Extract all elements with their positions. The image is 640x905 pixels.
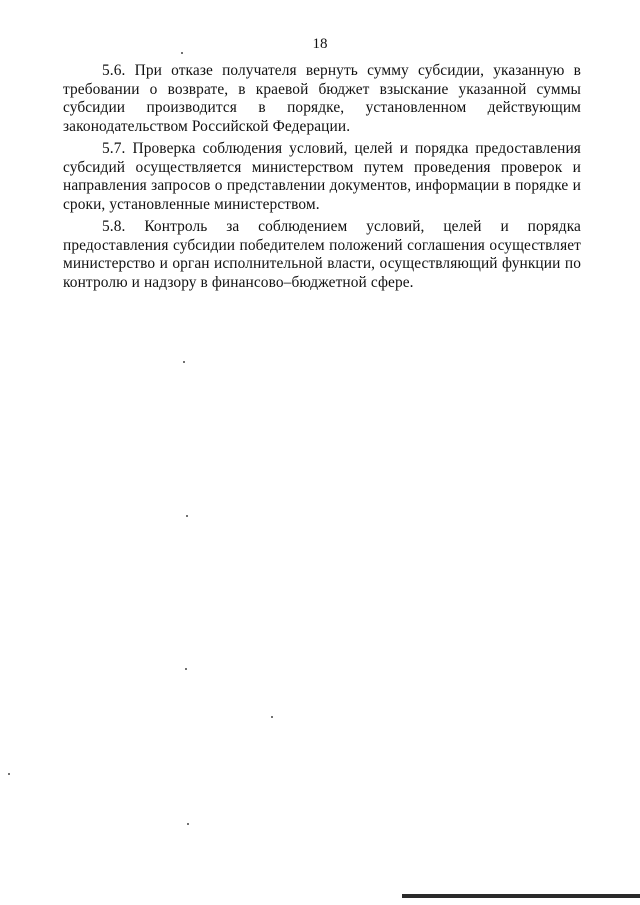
scan-speck xyxy=(185,668,187,670)
scan-speck xyxy=(183,361,185,363)
scan-speck xyxy=(187,823,189,825)
document-body xyxy=(63,62,581,296)
paragraph-5-6: 5.6. При отказе получателя вернуть сумму субсидии, указанную в требовании о возврате, в краевой бюджет взыскание указанной суммы субсидии производится в порядке, установленном действующим законодательством Российской Федерации. xyxy=(63,62,581,135)
scan-speck xyxy=(181,52,183,54)
page-number: 18 xyxy=(312,36,328,52)
paragraph-5-8: 5.8. Контроль за соблюдением условий, целей и порядка предоставления субсидии победителем положений соглашения осуществляет министерство и орган исполнительной власти, осуществляющий функции по контролю и надзору в финансово–бюджетной сфере. xyxy=(63,218,581,291)
scan-speck xyxy=(186,515,188,517)
scan-edge-line xyxy=(402,894,640,898)
scan-speck xyxy=(271,716,273,718)
paragraph-5-7: 5.7. Проверка соблюдения условий, целей и порядка предоставления субсидий осуществляется министерством путем проведения проверок и направления запросов о представлении документов, информации в порядке и сроки, установленные министерством. xyxy=(63,140,581,213)
scan-speck xyxy=(8,773,10,775)
